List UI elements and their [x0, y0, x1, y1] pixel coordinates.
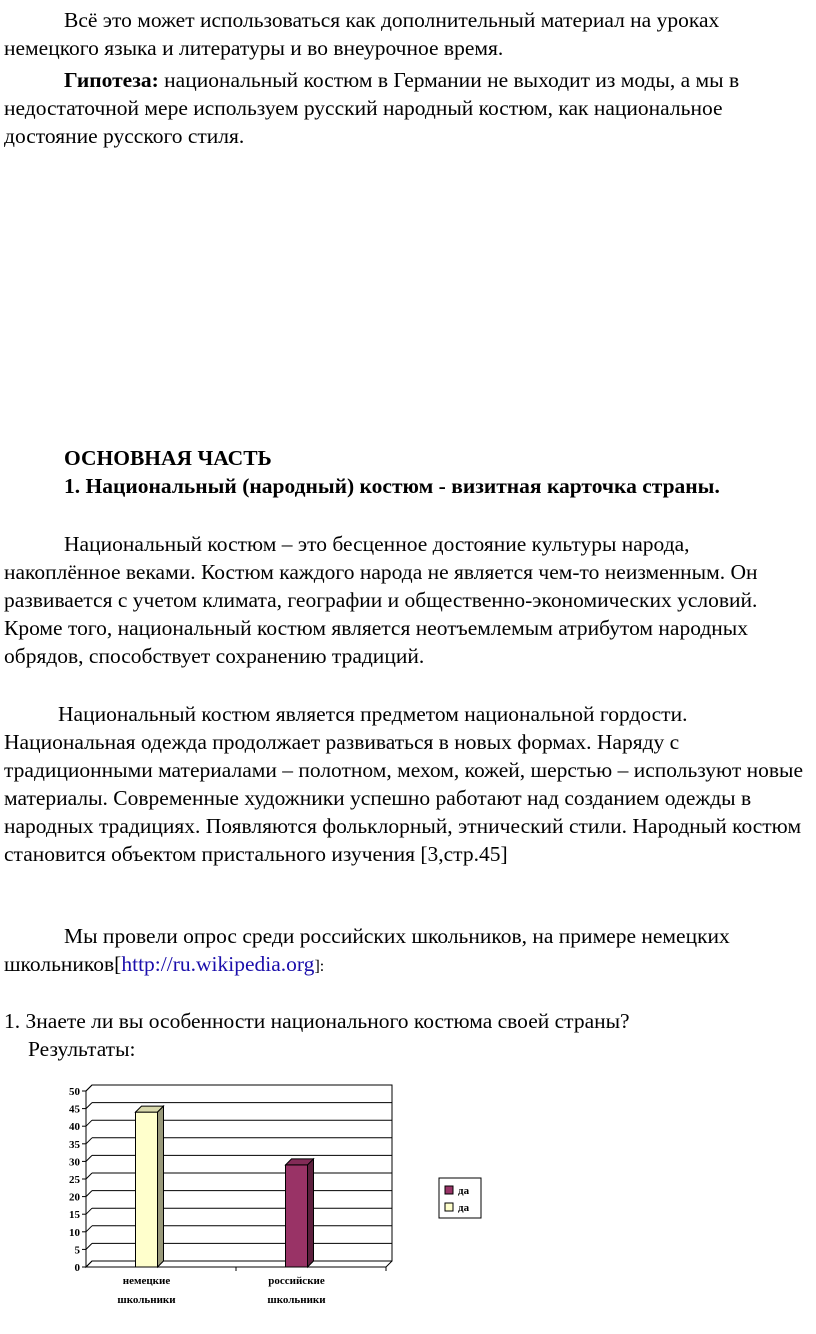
y-tick-label: 15: [69, 1209, 80, 1222]
survey-end: ]:: [314, 958, 325, 975]
x-category-label: российские: [268, 1275, 325, 1287]
y-tick-label: 50: [69, 1086, 80, 1098]
hypothesis-text: национальный костюм в Германии не выходит из моды, а мы в недостаточной мере используем русский народный костюм, как национальное достояние русского стиля.: [4, 68, 740, 148]
y-tick-label: 35: [69, 1138, 80, 1151]
legend-label: да: [458, 1202, 470, 1214]
y-tick-label: 10: [69, 1226, 80, 1239]
legend-swatch: [445, 1203, 453, 1211]
y-tick-label: 30: [69, 1156, 80, 1169]
y-tick-label: 25: [69, 1174, 80, 1186]
intro-text: Всё это может использоваться как дополнительный материал на уроках немецкого языка и литературы и во внеурочное время.: [4, 8, 720, 60]
question-1: 1. Знаете ли вы особенности национального костюма своей страны?: [4, 1009, 630, 1033]
survey-bar-chart: [40, 1076, 500, 1316]
section-title: ОСНОВНАЯ ЧАСТЬ: [64, 446, 272, 470]
plot-back-wall: [86, 1085, 392, 1267]
bar-front: [286, 1165, 308, 1267]
hypothesis-paragraph: [4, 66, 804, 150]
legend-swatch: [445, 1186, 453, 1194]
y-tick-label: 0: [74, 1262, 80, 1274]
y-tick-label: 20: [69, 1191, 80, 1204]
intro-paragraph: [4, 6, 804, 62]
x-category-label: школьники: [117, 1294, 176, 1306]
floor-edge: [386, 1261, 392, 1267]
bar-side: [158, 1106, 164, 1267]
y-tick-label: 45: [69, 1103, 80, 1116]
legend-label: да: [458, 1185, 470, 1197]
subsection-title: 1. Национальный (народный) костюм - визитная карточка страны.: [64, 474, 720, 498]
results-label: Результаты:: [28, 1037, 136, 1061]
bar-side: [308, 1159, 314, 1267]
hypothesis-label: Гипотеза:: [64, 68, 159, 92]
bar-front: [136, 1112, 158, 1267]
paragraph-1: Национальный костюм – это бесценное достояние культуры народа, накоплённое веками. Костюм каждого народа не является чем-то неизменным. Он развивается с учетом климата, географии и общественно-экономических условий. Кроме того, национальный костюм является неотъемлемым атрибутом народных обрядов, способствует сохранению традиций.: [4, 532, 758, 668]
paragraph-2: Национальный костюм является предметом национальной гордости. Национальная одежда продолжает развиваться в новых формах. Наряду с традиционными материалами – полотном, мехом, кожей, шерстью – используют новые материалы. Современные художники успешно работают над созданием одежды в народных традициях. Появляются фольклорный, этнический стили. Народный костюм становится объектом пристального изучения [3,стр.45]: [4, 702, 803, 866]
survey-text: Мы провели опрос среди российских школьников, на примере немецких школьников[: [4, 924, 730, 976]
y-tick-label: 5: [74, 1244, 80, 1257]
survey-paragraph: [4, 922, 804, 981]
survey-link[interactable]: http://ru.wikipedia.org: [121, 952, 315, 976]
x-category-label: школьники: [267, 1294, 326, 1306]
x-category-label: немецкие: [122, 1275, 171, 1287]
y-tick-label: 40: [69, 1121, 80, 1134]
